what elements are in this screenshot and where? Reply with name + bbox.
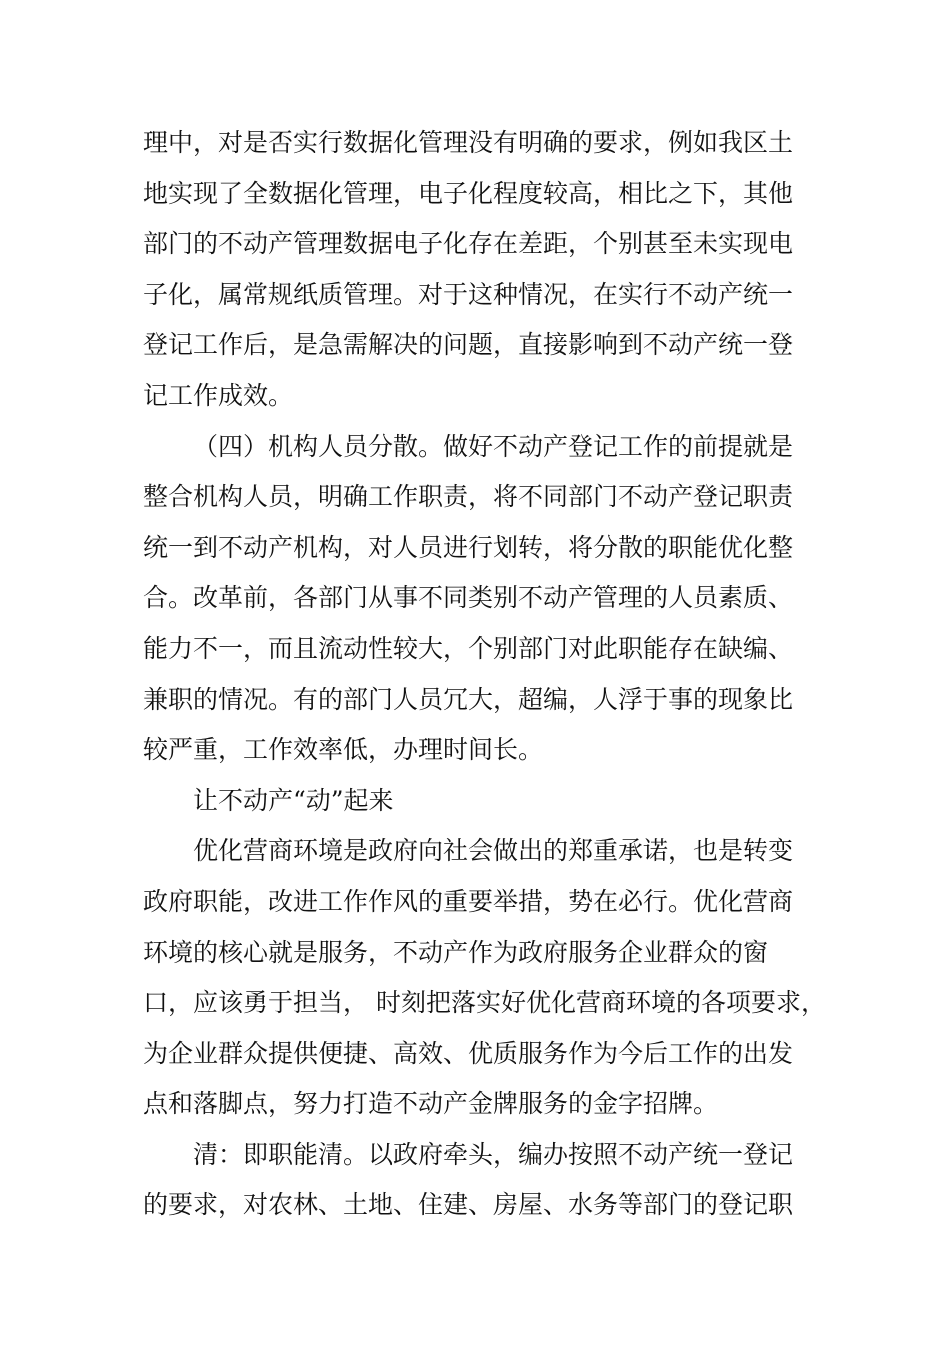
text-line: 记工作成效。 — [143, 380, 294, 410]
text-line: 口，应该勇于担当， 时刻把落实好优化营商环境的各项要求， — [143, 988, 826, 1018]
text-line: 登记工作后，是急需解决的问题，直接影响到不动产统一登 — [143, 330, 794, 360]
text-line: 统一到不动产机构，对人员进行划转，将分散的职能优化整 — [143, 532, 794, 562]
text-line: 的要求，对农林、土地、住建、房屋、水务等部门的登记职 — [143, 1190, 794, 1220]
text-line: 环境的核心就是服务，不动产作为政府服务企业群众的窗 — [143, 937, 769, 967]
text-line: 能力不一，而且流动性较大，个别部门对此职能存在缺编、 — [143, 633, 794, 663]
subtitle-line: 让不动产“动”起来 — [193, 785, 394, 815]
text-line: 较严重，工作效率低，办理时间长。 — [143, 735, 544, 765]
text-line: 子化，属常规纸质管理。对于这种情况，在实行不动产统一 — [143, 279, 794, 309]
text-line: 优化营商环境是政府向社会做出的郑重承诺，也是转变 — [193, 836, 794, 866]
text-line: 合。改革前，各部门从事不同类别不动产管理的人员素质、 — [143, 583, 794, 613]
text-line: 兼职的情况。有的部门人员冗大，超编，人浮于事的现象比 — [143, 684, 794, 714]
text-line: 整合机构人员，明确工作职责，将不同部门不动产登记职责 — [143, 482, 794, 512]
text-line: 理中，对是否实行数据化管理没有明确的要求，例如我区土 — [143, 128, 794, 157]
text-line: 为企业群众提供便捷、高效、优质服务作为今后工作的出发 — [143, 1038, 794, 1068]
text-line: 清：即职能清。以政府牵头，编办按照不动产统一登记 — [193, 1139, 794, 1169]
text-line: 地实现了全数据化管理，电子化程度较高，相比之下，其他 — [143, 178, 794, 208]
text-line: 政府职能，改进工作作风的重要举措，势在必行。优化营商 — [143, 886, 794, 916]
document-body — [143, 118, 826, 1231]
text-line: 部门的不动产管理数据电子化存在差距，个别甚至未实现电 — [143, 229, 794, 259]
section-heading-line: （四）机构人员分散。做好不动产登记工作的前提就是 — [193, 431, 794, 461]
text-line: 点和落脚点，努力打造不动产金牌服务的金字招牌。 — [143, 1089, 719, 1119]
